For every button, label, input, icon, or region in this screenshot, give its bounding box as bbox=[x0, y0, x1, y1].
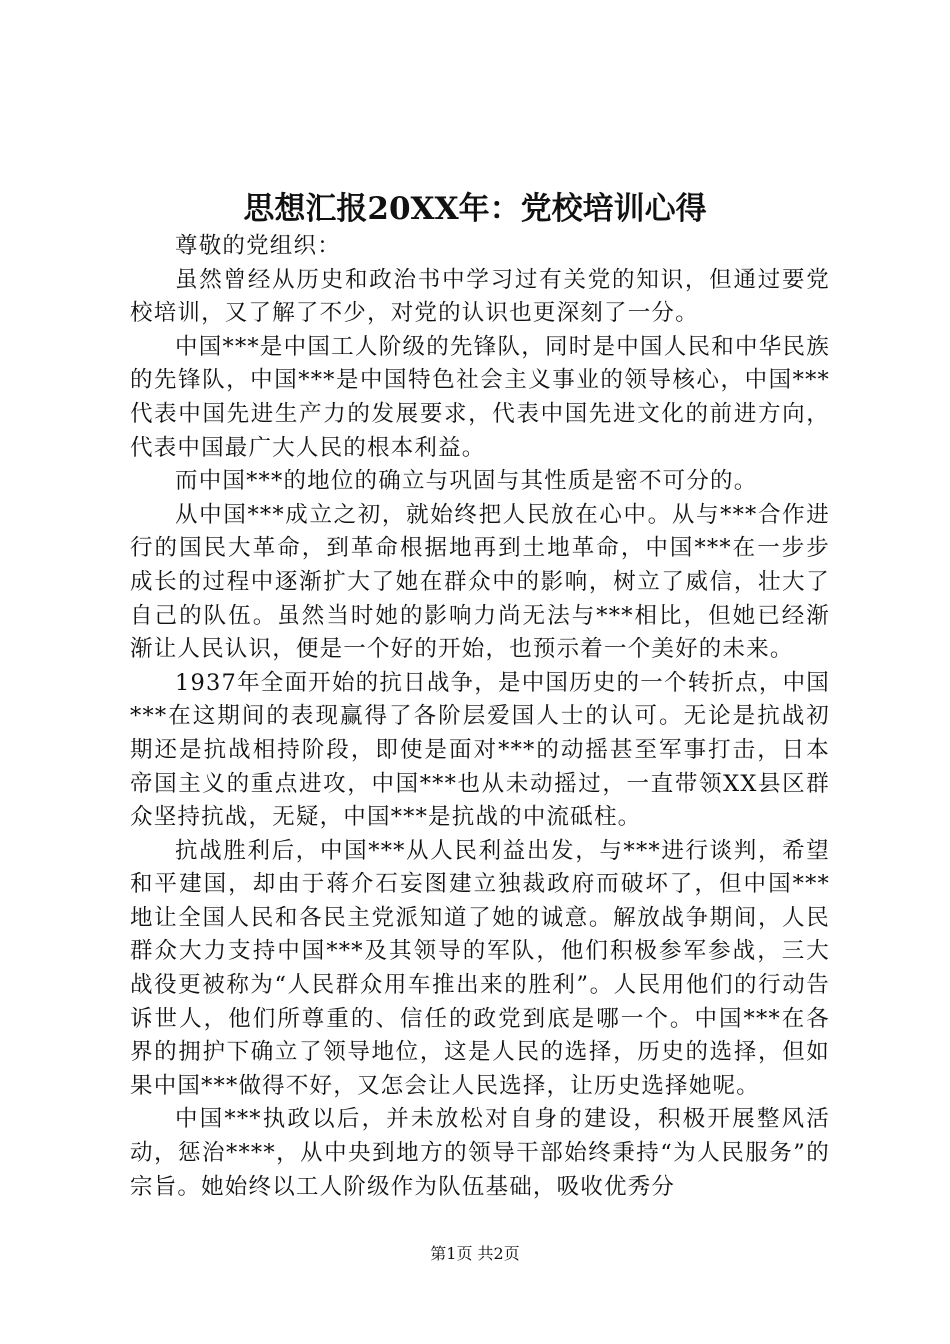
document-body bbox=[130, 230, 830, 1204]
paragraph: 抗战胜利后，中国***从人民利益出发，与***进行谈判，希望和平建国，却由于蒋介石妄图建立独裁政府而破坏了，但中国***地让全国人民和各民主党派知道了她的诚意。解放战争期间，人民群众大力支持中国***及其领导的军队，他们积极参军参战，三大战役更被称为“人民群众用车推出来的胜利”。人民用他们的行动告诉世人，他们所尊重的、信任的政党到底是哪一个。中国***在各界的拥护下确立了领导地位，这是人民的选择，历史的选择，但如果中国***做得不好，又怎会让人民选择，让历史选择她呢。 bbox=[130, 837, 830, 1099]
paragraph: 而中国***的地位的确立与巩固与其性质是密不可分的。 bbox=[175, 468, 758, 495]
paragraph: 从中国***成立之初，就始终把人民放在心中。从与***合作进行的国民大革命，到革命根据地再到土地革命，中国***在一步步成长的过程中逐渐扩大了她在群众中的影响，树立了威信，壮大了自己的队伍。虽然当时她的影响力尚无法与***相比，但她已经渐渐让人民认识，便是一个好的开始，也预示着一个美好的未来。 bbox=[130, 501, 830, 663]
paragraph: 1937年全面开始的抗日战争，是中国历史的一个转折点，中国***在这期间的表现赢得了各阶层爱国人士的认可。无论是抗战初期还是抗战相持阶段，即使是面对***的动摇甚至军事打击，日本帝国主义的重点进攻，中国***也从未动摇过，一直带领XX县区群众坚持抗战，无疑，中国***是抗战的中流砥柱。 bbox=[130, 669, 830, 831]
salutation: 尊敬的党组织： bbox=[175, 233, 341, 259]
document-title: 思想汇报20XX年：党校培训心得 bbox=[243, 191, 707, 227]
paragraph: 中国***执政以后，并未放松对自身的建设，积极开展整风活动，惩治****，从中央到地方的领导干部始终秉持“为人民服务”的宗旨。她始终以工人阶级作为队伍基础，吸收优秀分 bbox=[130, 1106, 830, 1200]
paragraph: 虽然曾经从历史和政治书中学习过有关党的知识，但通过要党校培训，又了解了不少，对党的认识也更深刻了一分。 bbox=[130, 266, 830, 327]
paragraph: 中国***是中国工人阶级的先锋队，同时是中国人民和中华民族的先锋队，中国***是中国特色社会主义事业的领导核心，中国***代表中国先进生产力的发展要求，代表中国先进文化的前进方向，代表中国最广大人民的根本利益。 bbox=[130, 333, 830, 461]
page-footer: 第1页 共2页 bbox=[430, 1244, 520, 1263]
